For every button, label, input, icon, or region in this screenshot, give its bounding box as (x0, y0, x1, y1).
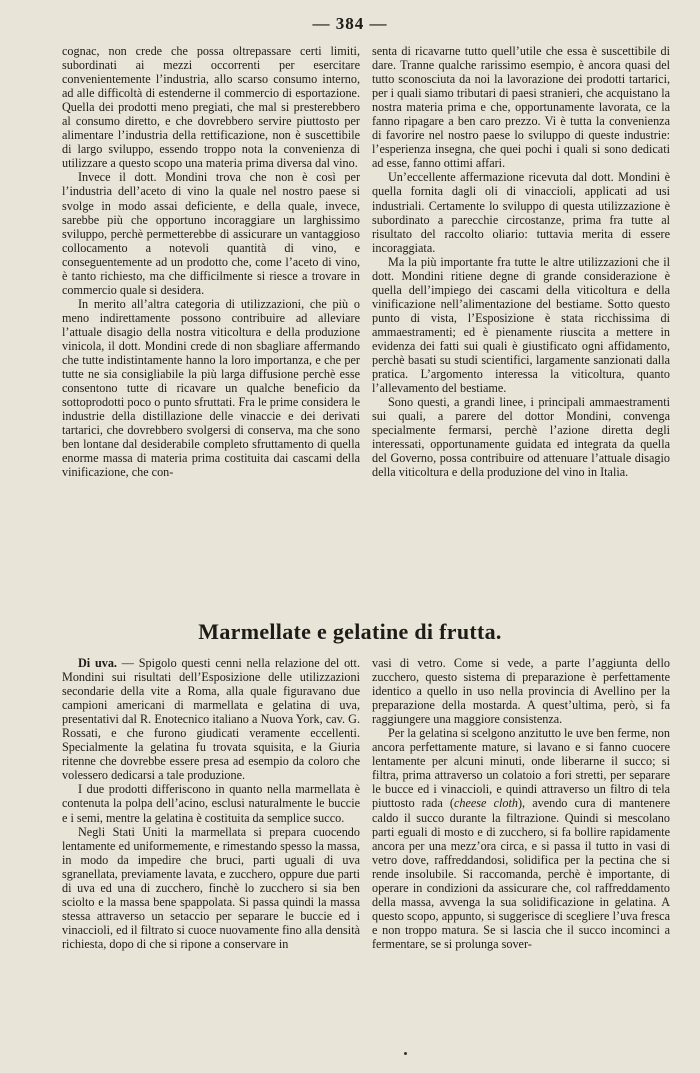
ink-speck (404, 1052, 407, 1055)
top-left-column (62, 44, 360, 479)
paragraph-text: Per la gelatina si scelgono anzitutto le uve ben ferme, non ancora perfettamente mature, si lavano e si fanno cuocere lentamente per alcuni minuti, onde liberarne il succo; si filtra, prima attraverso un colatoio a fori stretti, per separare le bucce ed i vinaccioli, e quindi attraverso un filtro di tela piuttosto rada ( (372, 726, 670, 811)
paragraph (372, 726, 670, 951)
lead-in: Di uva. (78, 656, 117, 670)
page-number: — 384 — (312, 14, 388, 33)
bottom-left-column (62, 656, 360, 951)
paragraph: Ma la più importante fra tutte le altre utilizzazioni che il dott. Mondini ritiene degne di grande considerazione è quella dell’impiego dei cascami della viticoltura e della vinificazione nell’alimentazione del bestiame. Sotto questo punto di vista, l’Esposizione è stata ricchissima di ammaestramenti; ed è pienamente riuscita a mettere in evidenza dei fatti sui quali è giustificato ogni affidamento, perchè basati su studi scientifici, largamente sanzionati dalla pratica. L’argomento interessa la viticoltura, quanto l’allevamento del bestiame. (372, 254, 670, 396)
paragraph: cognac, non crede che possa oltrepassare certi limiti, subordinati ai mezzi occorrenti per esercitare convenientemente l’industria, allo scarso consumo interno, ad alle difficoltà di estenderne il commercio di esportazione. Quella dei prodotti meno pregiati, che mal si presterebbero al consumo diretto, e che dovrebbero servire piuttosto per alimentare l’industria della rettificazione, non è suscettibile di largo sviluppo, essendo troppo nota la convenienza di utilizzare a questo scopo una materia prima diversa dal vino. (62, 44, 360, 171)
paragraph: vasi di vetro. Come si vede, a parte l’aggiunta dello zucchero, questo sistema di preparazione è perfettamente identico a quello in uso nella provincia di Avellino per la preparazione della mostarda. A quest’ultima, però, si fa raggiungere una maggiore consistenza. (372, 656, 670, 727)
paragraph-text: — Spigolo questi cenni nella relazione del ott. Mondini sui risultati dell’Esposizione delle utilizzazioni secondarie della vite a Roma, alla quale figuravano due campioni americani di marmellata e gelatina di uva, presentativi dal R. Enotecnico italiano a Nuova York, cav. G. Rossati, e che furono giudicati veramente eccellenti. Specialmente la gelatina fu trovata squisita, e la Giuria ritenne che dovrebbe essere presa ad esempio da coloro che volessero dedicarsi a tale produzione. (62, 656, 360, 783)
paragraph: I due prodotti differiscono in quanto nella marmellata è contenuta la polpa dell’acino, esclusi naturalmente le buccie e i semi, mentre la gelatina è costituita da semplice succo. (62, 782, 360, 825)
top-right-column (372, 44, 670, 479)
paragraph: senta di ricavarne tutto quell’utile che essa è suscettibile di dare. Tranne qualche rarissimo esempio, è ancora quasi del tutto sconosciuta da noi la lavorazione dei prodotti tartarici, per i quali siamo tributari di paesi stranieri, che acquistano la nostra materia prima e che, opportunamente lavorata, ce la fanno ripagare a ben caro prezzo. Vi è tutta la convenienza di favorire nel nostro paese lo sviluppo di queste industrie: l’esperienza insegna, che quei pochi i quali si sono dedicati ad esse, fanno ottimi affari. (372, 44, 670, 171)
paragraph: In merito all’altra categoria di utilizzazioni, che più o meno indirettamente possono contribuire ad alleviare l’attuale disagio della nostra viticoltura e della produzione vinicola, il dott. Mondini crede di non sbagliare affermando che tutte indistintamente hanno la loro importanza, e che per tutte ne sia consigliabile la più larga diffusione perchè esse consentono tutte di ricavare un qualche beneficio da sottoprodotti poco o punto sfruttati. Fra le prime considera le industrie della distillazione delle vinaccie e dei derivati tartarici, che dovrebbero svolgersi di conserva, ma che sono ben lontane dal desiderabile completo sfruttamento di quella enorme massa di materia prima costituita dai cascami della vinificazione, che con- (62, 296, 360, 480)
bottom-right-column (372, 656, 670, 951)
section-title: Marmellate e gelatine di frutta. (198, 619, 502, 644)
paragraph-text: ), avendo cura di mantenere caldo il succo durante la filtrazione. Quindi si mescolano parti eguali di mosto e di zucchero, si fa bollire rapidamente ancora per una mezz’ora circa, e si passa il tutto in vasi di vetro dove, raffreddandosi, solidifica per la pectina che si rende insolubile. Si raccomanda, perchè è importante, di operare in condizioni da assicurare che, col raffreddamento della massa, avvenga la sua solidificazione in gelatina. A questo scopo, appunto, si suggerisce di scegliere l’uva fresca e non troppo matura. Se si lascia che il succo incominci a fermentare, se si prolunga sover- (372, 796, 670, 951)
italic-term: cheese cloth (453, 796, 518, 811)
paragraph: Invece il dott. Mondini trova che non è così per l’industria dell’aceto di vino la quale nel nostro paese si svolge in modo assai deficiente, e della quale, invece, sarebbe più che opportuno incoraggiare un larghissimo sviluppo, perchè permetterebbe di assicurare un vantaggioso collocamento a notevoli quantità di vino, e conseguentemente ad un prodotto che, come l’aceto di vino, è tanto richiesto, ma che difficilmente si riesce a trovare in commercio quale si desidera. (62, 170, 360, 297)
paragraph (62, 656, 360, 782)
paragraph: Un’eccellente affermazione ricevuta dal dott. Mondini è quella fornita dagli oli di vinaccioli, applicati ad usi industriali. Certamente lo sviluppo di questa utilizzazione è subordinato a parecchie circostanze, prima fra tutte al risultato del raccolto oliario: tuttavia merita di essere incoraggiata. (372, 170, 670, 255)
paragraph: Negli Stati Uniti la marmellata si prepara cuocendo lentamente ed uniformemente, e rimestando spesso la massa, in modo da impedire che bruci, parti uguali di uva sgranellata, previamente lavata, e zucchero, oppure due parti di uva ed una di zucchero, finchè lo zucchero si sia ben sciolto e la massa bene spappolata. Si passa quindi la massa stessa attraverso un setaccio per separare le buccie ed i vinaccioli, ed il filtrato si cuoce nuovamente fino alla densità richiesta, dopo di che si ripone a conservare in (62, 824, 360, 951)
paragraph: Sono questi, a grandi linee, i principali ammaestramenti sui quali, a parere del dottor Mondini, convenga specialmente fermarsi, perchè l’azione diretta degli interessati, opportunamente guidata ed integrata da quella del Governo, possa contribuire od attenuare l’attuale disagio della viticoltura e della produzione del vino in Italia. (372, 395, 670, 480)
